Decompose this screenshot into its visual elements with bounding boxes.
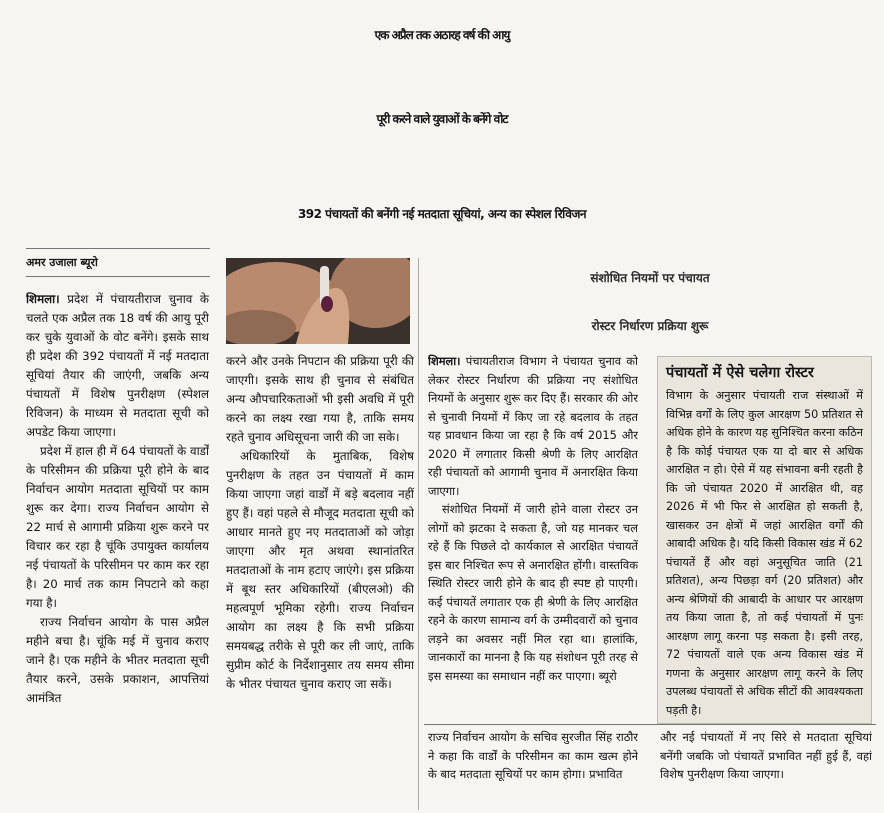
article1-continuation-left: [428, 728, 638, 810]
byline: अमर उजाला ब्यूरो: [26, 256, 98, 269]
article1-paragraph-3: राज्य निर्वाचन आयोग के पास अप्रैल महीने बचा है। चूंकि मई में चुनाव कराए जाने है। एक महीने के भीतर मतदाता सूची तैयार करने, उसके प्रकाशन, आपत्तियां आमंत्रित: [26, 615, 209, 705]
sidebar-title: पंचायतों में ऐसे चलेगा रोस्टर: [666, 365, 814, 381]
continuation-left-text: राज्य निर्वाचन आयोग के सचिव सुरजीत सिंह राठौर ने कहा कि वार्डों के परिसीमन का काम खत्म होने के बाद मतदाता सूचियों पर काम होगा। प्रभावित: [428, 730, 638, 781]
bottom-section-rule: [424, 724, 876, 725]
article1-column-2: [226, 352, 414, 810]
news-photo: [226, 258, 410, 344]
article2-column: [428, 352, 638, 722]
dateline: शिमला।: [26, 292, 60, 306]
article1-paragraph-5: अधिकारियों के मुताबिक, विशेष पुनरीक्षण के तहत उन पंचायतों में काम किया जाएगा जहां वार्डों में बड़े बदलाव नहीं हुए हैं। वहां पहले से मौजूद मतदाता सूची को आधार मानते हुए नए मतदाताओं को जोड़ा जाएगा और मृत अथवा स्थानांतरित मतदाताओं के नाम हटाए जाएंगे। इस प्रक्रिया में बूथ स्तर अधिकारियों (बीएलओ) की महत्वपूर्ण भूमिका रहेगी। राज्य निर्वाचन आयोग का लक्ष्य है कि सभी प्रक्रिया समयबद्ध तरीके से पूरी कर ली जाएं, ताकि सुप्रीम कोर्ट के निर्देशानुसार तय समय सीमा के भीतर पंचायत चुनाव कराए जा सकें।: [226, 449, 414, 691]
byline-rule-top: [26, 248, 210, 249]
continuation-right-text: और नई पंचायतों में नए सिरे से मतदाता सूचियां बनेंगी जबकि जो पंचायतें प्रभावित नहीं हुई हैं, वहां विशेष पुनरीक्षण किया जाएगा।: [660, 730, 872, 781]
sidebar-text: विभाग के अनुसार पंचायती राज संस्थाओं में विभिन्न वर्गों के लिए कुल आरक्षण 50 प्रतिशत से अधिक होने के कारण यह सुनिश्चित करना कठिन है कि कोई पंचायत एक या दो बार से अधिक आरक्षित न हो। ऐसे में यह संभावना बनी रहती है कि जो पंचायत 2020 में आरक्षित थी, वह 2026 में भी फिर से आरक्षित हो सकती है, खासकर उन क्षेत्रों में जहां आरक्षित वर्गों की आबादी अधिक है। यदि किसी विकास खंड में 62 पंचायतें हैं और वहां अनुसूचित जाति (21 प्रतिशत), अन्य पिछड़ा वर्ग (20 प्रतिशत) और अन्य श्रेणियों की आबादी के आधार पर आरक्षण तय किया जाता है, तो कई पंचायतों में पुनः आरक्षण लागू करना पड़ सकता है। इसी तरह, 72 पंचायतों वाले एक अन्य विकास खंड में गणना के अनुसार आरक्षण लागू करने के लिए उपलब्ध पंचायतों से अधिक सीटों की आवश्यकता पड़ती है।: [666, 389, 863, 717]
article1-paragraph-1: प्रदेश में पंचायतीराज चुनाव के चलते एक अप्रैल तक 18 वर्ष की आयु पूरी कर चुके युवाओं के वोट बनेंगे। इसके साथ ही प्रदेश की 392 पंचायतों में नई मतदाता सूचियां तैयार की जाएंगी, जबकि अन्य पंचायतों में विशेष पुनरीक्षण (स्पेशल रिविजन) के माध्यम से मतदाता सूची को अपडेट किया जाएगा।: [26, 292, 209, 439]
headline-line-1: एक अप्रैल तक अठारह वर्ष की आयु: [374, 28, 510, 42]
article2-paragraph-2: संशोधित नियमों में जारी होने वाला रोस्टर उन लोगों को झटका दे सकता है, जो यह मानकर चल रहे हैं कि पिछले दो कार्यकाल से आरक्षित पंचायतें इस बार निश्चित रूप से अनारक्षित होंगी। वास्तविक स्थिति रोस्टर जारी होने के बाद ही स्पष्ट हो पाएगी। कई पंचायतें लगातार एक ही श्रेणी के लिए आरक्षित रहने के कारण सामान्य वर्ग के उम्मीदवारों को चुनाव लड़ने का अवसर नहीं मिल रहा था। हालांकि, जानकारों का मानना है कि यह संशोधन पूरी तरह से इस समस्या का समाधान नहीं कर पाएगा। ब्यूरो: [428, 502, 638, 683]
article1-paragraph-4: करने और उनके निपटान की प्रक्रिया पूरी की जाएगी। इसके साथ ही चुनाव से संबंधित अन्य औपचारिकताओं भी इसी अवधि में पूरी करने का लक्ष्य रखा गया है, ताकि समय रहते चुनाव अधिसूचना जारी की जा सके।: [226, 354, 414, 444]
article2-headline-line-2: रोस्टर निर्धारण प्रक्रिया शुरू: [591, 319, 709, 333]
subheadline: 392 पंचायतों की बनेंगी नई मतदाता सूचियां, अन्य का स्पेशल रिविजन: [297, 207, 587, 221]
article1-column-1: [26, 290, 209, 810]
article1-continuation-right: [660, 728, 872, 810]
article2-paragraph-1: पंचायतीराज विभाग ने पंचायत चुनाव को लेकर रोस्टर निर्धारण की प्रक्रिया नए संशोधित नियमों के अनुसार शुरू कर दिए हैं। सरकार की ओर से चुनावी नियमों में किए जा रहे बदलाव के तहत यह प्रावधान किया जा रहा है कि वर्ष 2015 और 2020 में लगातार किसी श्रेणी के लिए आरक्षित रही पंचायतों को आगामी चुनाव में अनारक्षित किया जाएगा।: [428, 354, 638, 498]
headline-line-2: पूरी करने वाले युवाओं के बनेंगे वोट: [376, 112, 508, 126]
article2-dateline: शिमला।: [428, 354, 461, 368]
column-divider: [418, 258, 419, 810]
article2-headline: [424, 254, 876, 350]
byline-rule-bottom: [26, 276, 210, 277]
article1-paragraph-2: प्रदेश में हाल ही में 64 पंचायतों के वार्डों के परिसीमन की प्रक्रिया पूरी होने के बाद निर्वाचन आयोग मतदाता सूचियों पर काम शुरू कर देगा। राज्य निर्वाचन आयोग से 22 मार्च से आगामी प्रक्रिया शुरू करने पर विचार कर रहा है चूंकि उपायुक्त कार्यालय नई पंचायतों के परिसीमन पर काम कर रहा है। 20 मार्च तक काम निपटाने को कहा गया है।: [26, 444, 209, 610]
article2-headline-line-1: संशोधित नियमों पर पंचायत: [590, 271, 710, 285]
roster-sidebar-box: [657, 356, 872, 724]
inked-finger-icon: [226, 258, 410, 344]
